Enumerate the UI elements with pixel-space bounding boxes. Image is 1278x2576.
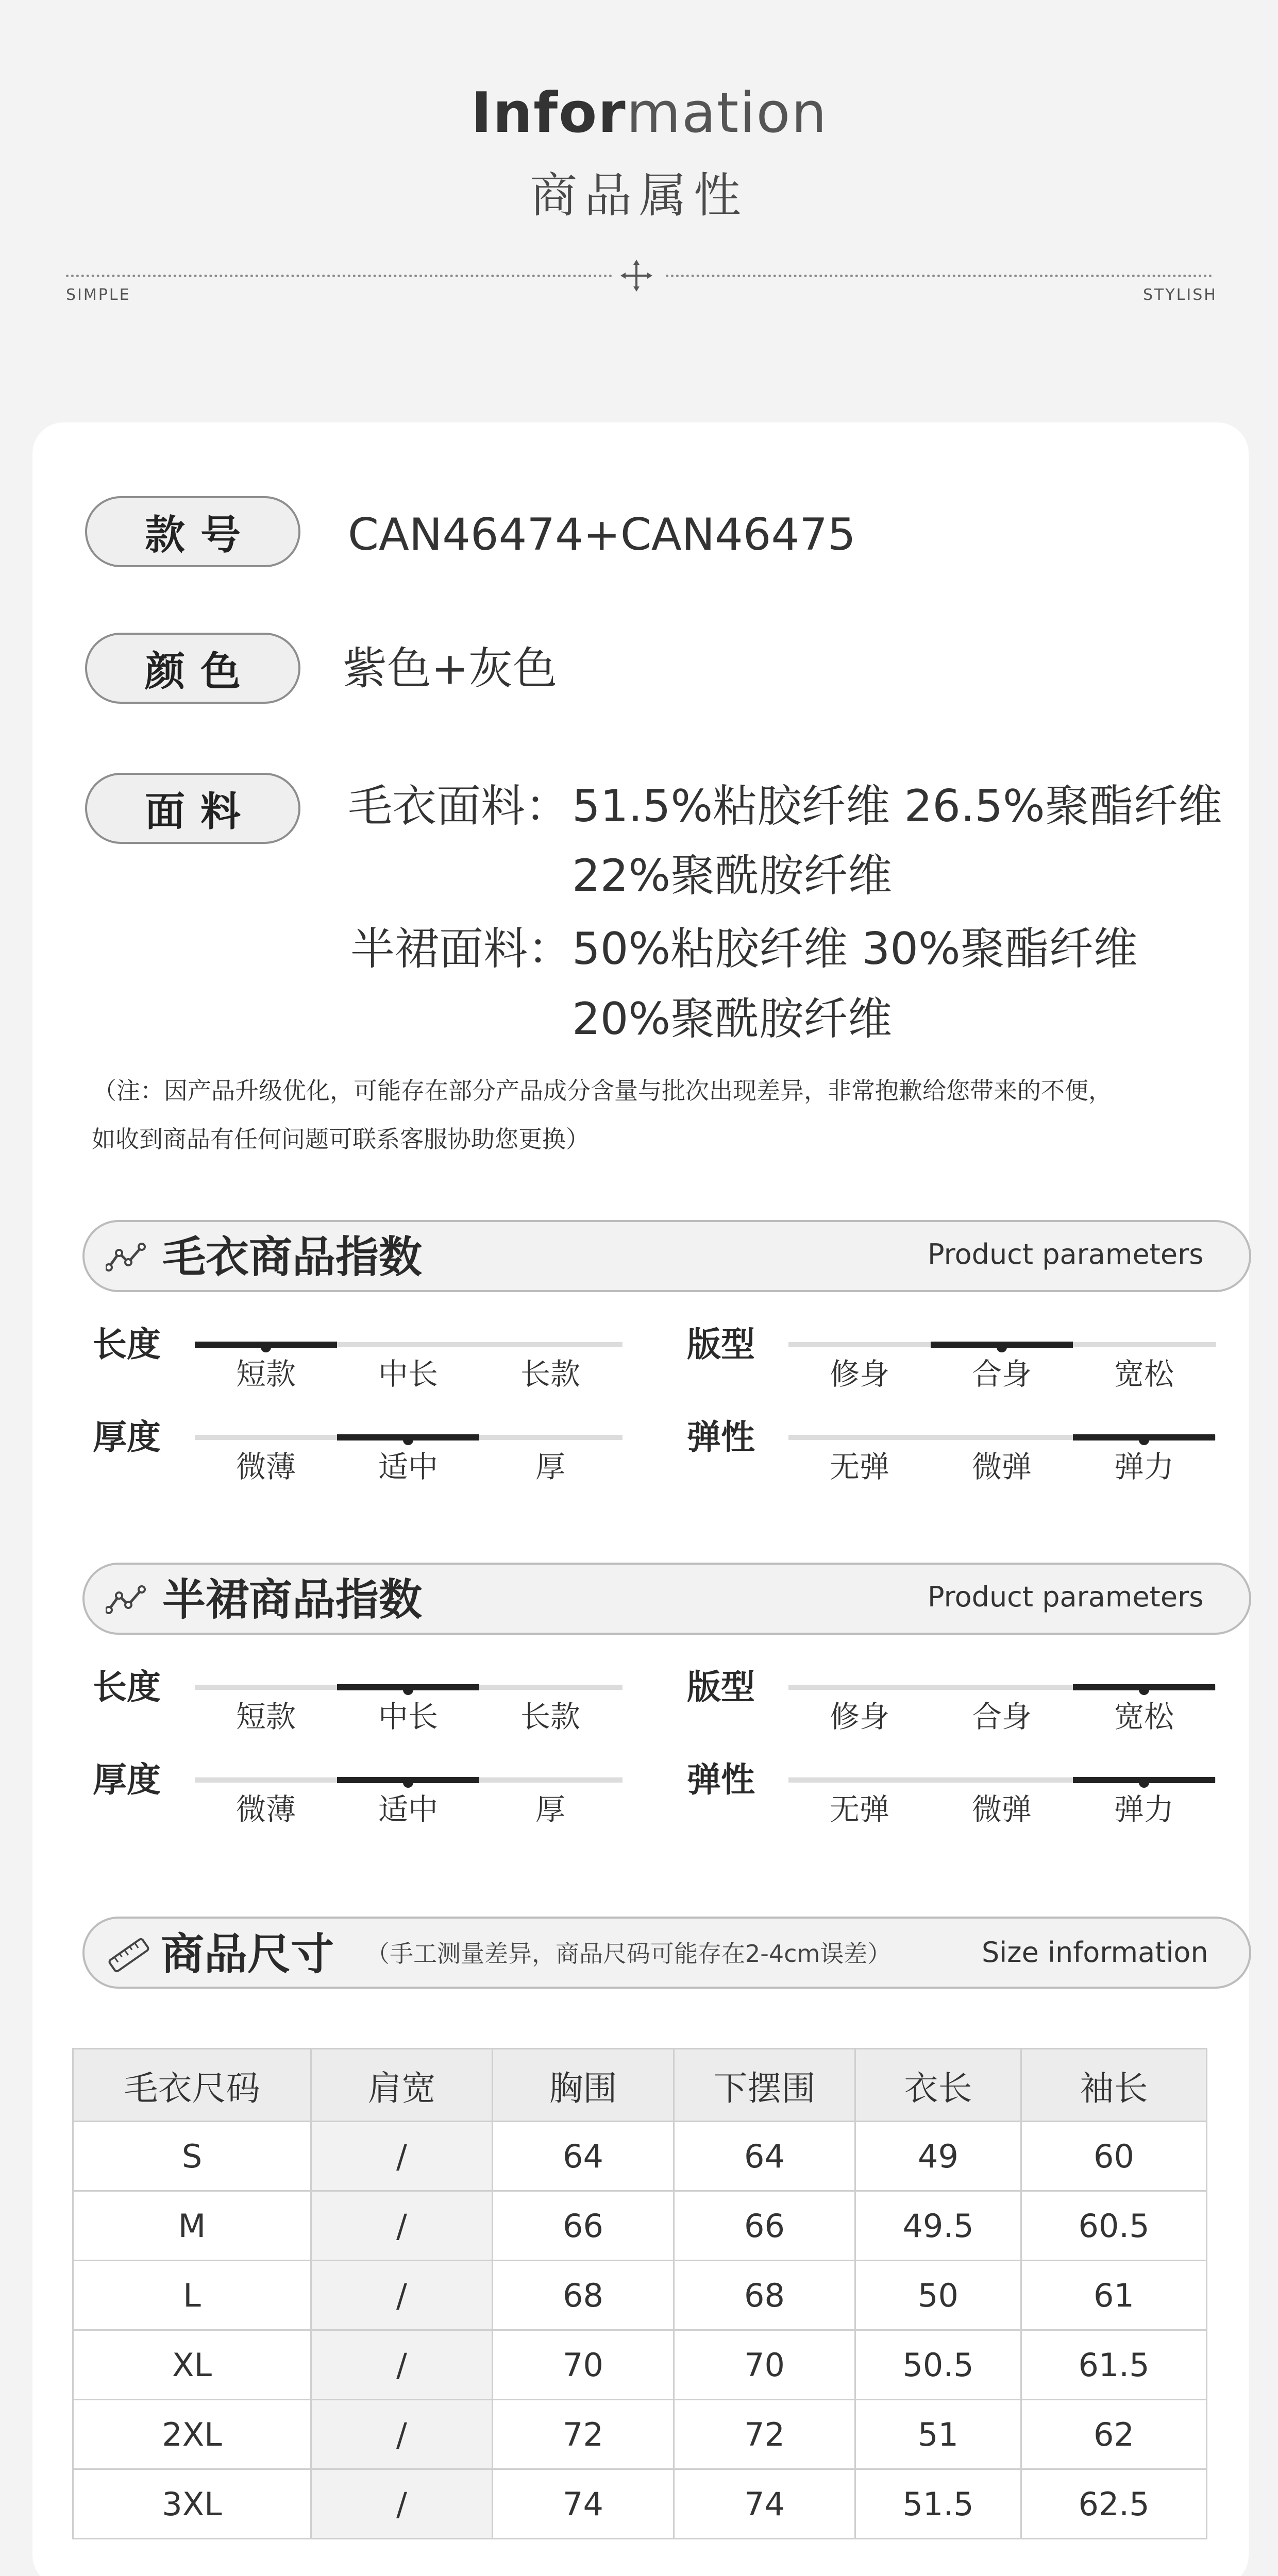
sweater_params-length-option: 中长	[378, 1357, 438, 1392]
size-cell: 64	[674, 2122, 855, 2191]
page-title	[0, 77, 1278, 149]
size-cell: 68	[493, 2261, 674, 2330]
divider-right	[666, 275, 1212, 277]
skirt_params-fit-selected-dot	[1139, 1685, 1149, 1695]
sweater-fabric-line2: 22%聚酰胺纤维	[572, 850, 893, 902]
size-cell: /	[311, 2191, 493, 2261]
size-cell: XL	[73, 2330, 311, 2400]
skirt-params-english: Product parameters	[928, 1581, 1204, 1613]
size-cell: 64	[493, 2122, 674, 2191]
skirt_params-length-option: 长款	[520, 1699, 580, 1734]
size-cell: 3XL	[73, 2469, 311, 2539]
size-table-row	[73, 2469, 1207, 2539]
sweater-fabric-label: 毛衣面料：	[348, 781, 569, 832]
sweater_params-elasticity-option: 无弹	[829, 1449, 889, 1484]
size-column-header: 衣长	[855, 2049, 1021, 2122]
skirt_params-fit-option: 修身	[829, 1699, 889, 1734]
skirt-fabric-line1: 50%粘胶纤维 30%聚酯纤维	[572, 923, 1138, 975]
sweater_params-thickness-option: 适中	[378, 1449, 438, 1484]
sweater_params-fit-label: 版型	[687, 1325, 755, 1364]
size-cell: /	[311, 2330, 493, 2400]
sweater_params-thickness-label: 厚度	[93, 1417, 161, 1457]
sweater_params-thickness-selected-dot	[403, 1435, 413, 1445]
style-number-value: CAN46474+CAN46475	[348, 509, 856, 561]
skirt_params-length-option: 短款	[236, 1699, 296, 1734]
sweater_params-elasticity-label: 弹性	[687, 1417, 755, 1457]
skirt_params-length-option: 中长	[378, 1699, 438, 1734]
size-note: （手工测量差异，商品尺码可能存在2-4cm误差）	[366, 1940, 892, 1968]
size-table-row	[73, 2191, 1207, 2261]
skirt_params-fit-label: 版型	[687, 1667, 755, 1707]
size-column-header: 肩宽	[311, 2049, 493, 2122]
size-column-header: 毛衣尺码	[73, 2049, 311, 2122]
title-bold: Infor	[471, 81, 627, 145]
ruler-icon	[106, 1937, 152, 1973]
size-cell: 49	[855, 2122, 1021, 2191]
sweater_params-elasticity-option: 弹力	[1114, 1449, 1174, 1484]
skirt_params-thickness-label: 厚度	[93, 1760, 161, 1800]
size-cell: L	[73, 2261, 311, 2330]
size-cell: 66	[493, 2191, 674, 2261]
size-cell: 50.5	[855, 2330, 1021, 2400]
sweater_params-thickness-option: 厚	[535, 1449, 565, 1484]
skirt_params-thickness-option: 微薄	[236, 1792, 296, 1827]
skirt_params-length-selected-dot	[403, 1685, 413, 1695]
size-cell: S	[73, 2122, 311, 2191]
size-table	[72, 2048, 1207, 2539]
size-cell: M	[73, 2191, 311, 2261]
skirt_params-elasticity-selected-dot	[1139, 1777, 1149, 1788]
size-table-row	[73, 2122, 1207, 2191]
page-subtitle: 商品属性	[529, 168, 748, 223]
skirt_params-elasticity-option: 微弹	[971, 1792, 1032, 1827]
size-cell: 70	[674, 2330, 855, 2400]
sweater_params-elasticity-option: 微弹	[971, 1449, 1032, 1484]
sweater_params-length-option: 短款	[236, 1357, 296, 1392]
divider-left	[66, 275, 612, 277]
sweater_params-elasticity-selected-dot	[1139, 1435, 1149, 1445]
skirt_params-elasticity-option: 无弹	[829, 1792, 889, 1827]
size-cell: /	[311, 2400, 493, 2469]
size-cell: 72	[674, 2400, 855, 2469]
size-column-header: 下摆围	[674, 2049, 855, 2122]
sweater-params-title: 毛衣商品指数	[162, 1232, 423, 1282]
size-cell: 66	[674, 2191, 855, 2261]
skirt_params-length-label: 长度	[93, 1667, 161, 1707]
skirt_params-thickness-option: 厚	[535, 1792, 565, 1827]
skirt_params-elasticity-label: 弹性	[687, 1760, 755, 1800]
size-table-header	[73, 2049, 1207, 2122]
title-light: mation	[626, 81, 828, 145]
color-value: 紫色+灰色	[343, 643, 558, 694]
sweater_params-fit-option: 宽松	[1114, 1357, 1174, 1392]
trend-line-icon	[106, 1242, 147, 1273]
side-word-right: STYLISH	[1143, 286, 1217, 304]
size-title: 商品尺寸	[161, 1929, 334, 1979]
size-cell: 60.5	[1021, 2191, 1207, 2261]
size-cell: 51.5	[855, 2469, 1021, 2539]
fabric-label: 面料	[85, 773, 300, 844]
size-cell: 49.5	[855, 2191, 1021, 2261]
skirt_params-fit-option: 宽松	[1114, 1699, 1174, 1734]
sweater_params-fit-selected-dot	[997, 1342, 1007, 1352]
skirt-params-title: 半裙商品指数	[162, 1574, 423, 1625]
size-table-row	[73, 2330, 1207, 2400]
size-cell: 51	[855, 2400, 1021, 2469]
size-cell: 74	[493, 2469, 674, 2539]
size-cell: 61.5	[1021, 2330, 1207, 2400]
size-table-body	[73, 2122, 1207, 2539]
sweater_params-fit-option: 合身	[971, 1357, 1032, 1392]
sweater_params-length-option: 长款	[520, 1357, 580, 1392]
skirt-fabric-line2: 20%聚酰胺纤维	[572, 993, 893, 1045]
size-cell: 72	[493, 2400, 674, 2469]
size-english: Size information	[982, 1936, 1208, 1969]
size-table-row	[73, 2261, 1207, 2330]
size-cell: 68	[674, 2261, 855, 2330]
size-table-row	[73, 2400, 1207, 2469]
size-cell: 62	[1021, 2400, 1207, 2469]
size-cell: /	[311, 2122, 493, 2191]
color-label: 颜色	[85, 633, 300, 704]
size-cell: 74	[674, 2469, 855, 2539]
sweater_params-length-selected-dot	[261, 1342, 271, 1352]
sweater-fabric-line1: 51.5%粘胶纤维 26.5%聚酯纤维	[572, 781, 1222, 832]
fabric-note-line2: 如收到商品有任何问题可联系客服协助您更换）	[92, 1125, 590, 1153]
size-cell: /	[311, 2261, 493, 2330]
fabric-note-line1: （注：因产品升级优化，可能存在部分产品成分含量与批次出现差异，非常抱歉给您带来的不便，	[93, 1077, 1112, 1105]
size-column-header: 袖长	[1021, 2049, 1207, 2122]
sweater_params-thickness-option: 微薄	[236, 1449, 296, 1484]
size-cell: 61	[1021, 2261, 1207, 2330]
size-cell: /	[311, 2469, 493, 2539]
sweater_params-length-label: 长度	[93, 1325, 161, 1364]
style-number-label: 款号	[85, 496, 300, 567]
skirt_params-thickness-option: 适中	[378, 1792, 438, 1827]
size-cell: 62.5	[1021, 2469, 1207, 2539]
sweater_params-fit-option: 修身	[829, 1357, 889, 1392]
skirt-fabric-label: 半裙面料：	[350, 923, 572, 975]
size-cell: 50	[855, 2261, 1021, 2330]
size-cell: 2XL	[73, 2400, 311, 2469]
skirt_params-elasticity-option: 弹力	[1114, 1792, 1174, 1827]
side-word-left: SIMPLE	[66, 286, 131, 304]
skirt_params-fit-option: 合身	[971, 1699, 1032, 1734]
size-cell: 70	[493, 2330, 674, 2400]
sweater-params-english: Product parameters	[928, 1238, 1204, 1270]
size-column-header: 胸围	[493, 2049, 674, 2122]
trend-line-icon	[106, 1584, 147, 1615]
skirt_params-thickness-selected-dot	[403, 1777, 413, 1788]
size-cell: 60	[1021, 2122, 1207, 2191]
cross-ornament-icon	[618, 258, 654, 294]
